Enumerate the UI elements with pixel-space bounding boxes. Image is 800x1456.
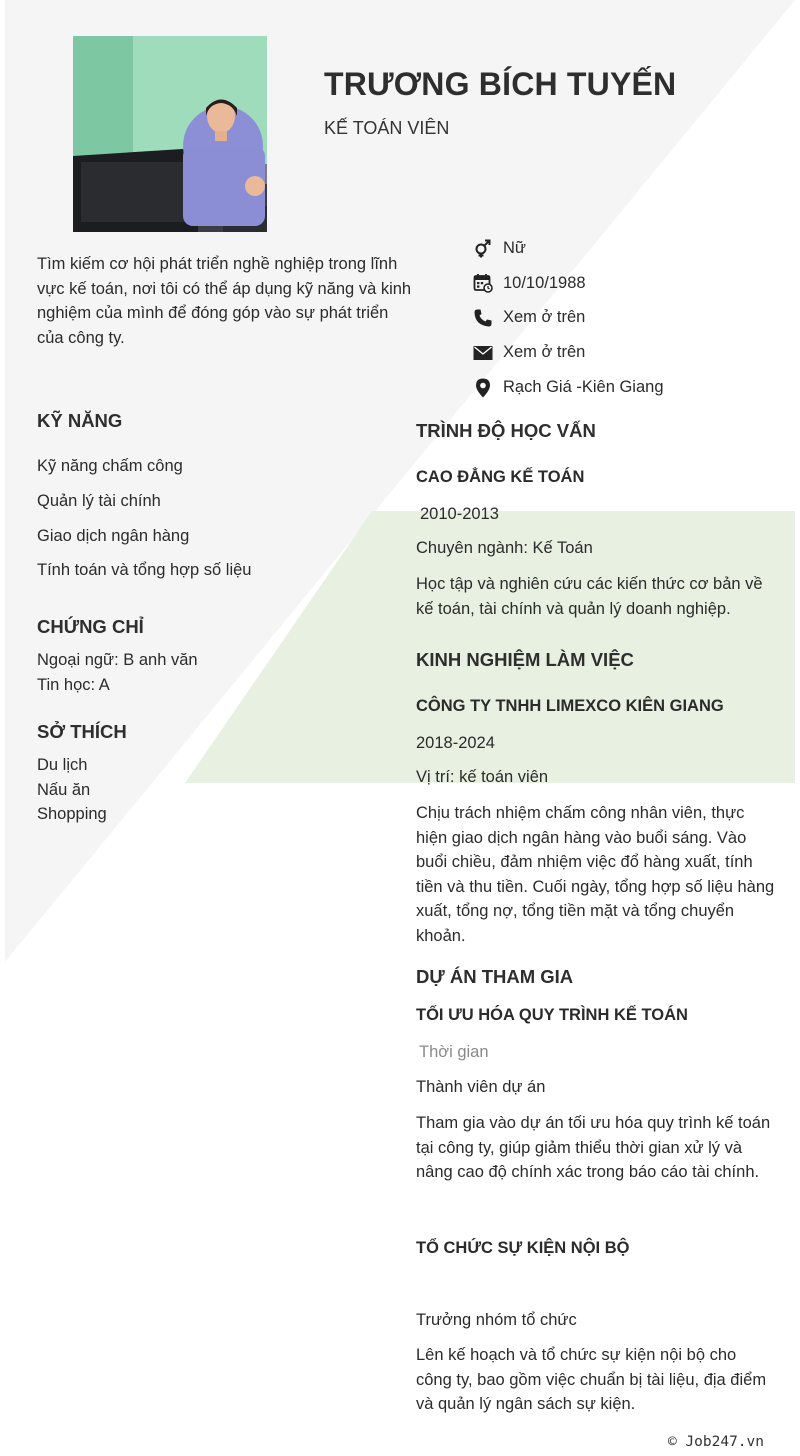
experience-position: Vị trí: kế toán viên bbox=[416, 768, 549, 786]
hobbies-section bbox=[37, 721, 367, 827]
project-time: Thời gian bbox=[419, 1043, 489, 1061]
gender-value: Nữ bbox=[503, 238, 526, 257]
project-role: Trưởng nhóm tổ chức bbox=[416, 1311, 577, 1329]
info-email bbox=[472, 335, 772, 370]
experience-period: 2018-2024 bbox=[416, 734, 495, 752]
info-address bbox=[472, 370, 772, 405]
education-school: CAO ĐẲNG KẾ TOÁN bbox=[416, 468, 585, 486]
projects-heading: DỰ ÁN THAM GIA bbox=[416, 966, 574, 987]
hobby-item: Shopping bbox=[37, 805, 107, 824]
personal-info-list bbox=[472, 231, 772, 405]
experience-description: Chịu trách nhiệm chấm công nhân viên, thực hiện giao dịch ngân hàng vào buổi sáng. Vào buổi chiều, đảm nhiệm việc đổ hàng xuất, tính tiền và thu tiền. Cuối ngày, tổng hợp số liệu hàng xuất, tổng nợ, tổng tiền mặt và tổng chuyển khoản. bbox=[416, 804, 775, 945]
project-name: TỔ CHỨC SỰ KIỆN NỘI BỘ bbox=[416, 1239, 630, 1257]
education-description: Học tập và nghiên cứu các kiến thức cơ bản về kế toán, tài chính và quản lý doanh nghiệp. bbox=[416, 575, 763, 618]
certificate-item: Tin học: A bbox=[37, 675, 110, 694]
address-value: Rạch Giá -Kiên Giang bbox=[503, 378, 664, 397]
hobby-item: Du lịch bbox=[37, 756, 88, 774]
experience-company: CÔNG TY TNHH LIMEXCO KIÊN GIANG bbox=[416, 697, 724, 715]
experience-heading: KINH NGHIỆM LÀM VIỆC bbox=[416, 649, 634, 670]
education-heading: TRÌNH ĐỘ HỌC VẤN bbox=[416, 420, 596, 441]
education-period: 2010-2013 bbox=[420, 505, 499, 523]
envelope-icon bbox=[472, 342, 494, 364]
career-objective: Tìm kiếm cơ hội phát triển nghề nghiệp trong lĩnh vực kế toán, nơi tôi có thể áp dụng kỹ năng và kinh nghiệm của mình để đóng góp vào sự phát triển của công ty. bbox=[37, 255, 412, 347]
hobbies-heading: SỞ THÍCH bbox=[37, 721, 127, 742]
birthdate-value: 10/10/1988 bbox=[503, 273, 586, 292]
skills-heading: KỸ NĂNG bbox=[37, 410, 123, 431]
skill-item: Tính toán và tổng hợp số liệu bbox=[37, 561, 252, 580]
footer-copyright: © Job247.vn bbox=[667, 1434, 764, 1450]
job-title: KẾ TOÁN VIÊN bbox=[324, 118, 450, 138]
phone-value: Xem ở trên bbox=[503, 308, 586, 327]
certificates-section bbox=[37, 616, 367, 697]
info-gender bbox=[472, 231, 772, 266]
candidate-name: TRƯƠNG BÍCH TUYẾN bbox=[324, 66, 677, 102]
project-role: Thành viên dự án bbox=[416, 1078, 546, 1096]
hobby-item: Nấu ăn bbox=[37, 780, 91, 799]
certificate-item: Ngoại ngữ: B anh văn bbox=[37, 651, 198, 669]
info-birthdate bbox=[472, 266, 772, 301]
project-description: Tham gia vào dự án tối ưu hóa quy trình kế toán tại công ty, giúp giảm thiểu thời gian xử lý và nâng cao độ chính xác trong báo cáo tài chính. bbox=[416, 1114, 771, 1182]
phone-icon bbox=[472, 307, 494, 329]
education-major: Chuyên ngành: Kế Toán bbox=[416, 539, 593, 557]
project-name: TỐI ƯU HÓA QUY TRÌNH KẾ TOÁN bbox=[416, 1006, 688, 1024]
skill-item: Kỹ năng chấm công bbox=[37, 457, 183, 475]
gender-icon bbox=[472, 237, 494, 259]
profile-photo bbox=[73, 36, 267, 232]
calendar-icon bbox=[472, 272, 494, 294]
email-value: Xem ở trên bbox=[503, 343, 586, 362]
location-pin-icon bbox=[472, 377, 494, 399]
certificates-heading: CHỨNG CHỈ bbox=[37, 616, 144, 637]
skill-item: Giao dịch ngân hàng bbox=[37, 526, 190, 545]
info-phone bbox=[472, 301, 772, 336]
skills-section bbox=[37, 410, 367, 588]
project-description: Lên kế hoạch và tổ chức sự kiện nội bộ cho công ty, bao gồm việc chuẩn bị tài liệu, địa điểm và quản lý ngân sách sự kiện. bbox=[416, 1346, 767, 1414]
skill-item: Quản lý tài chính bbox=[37, 491, 161, 510]
